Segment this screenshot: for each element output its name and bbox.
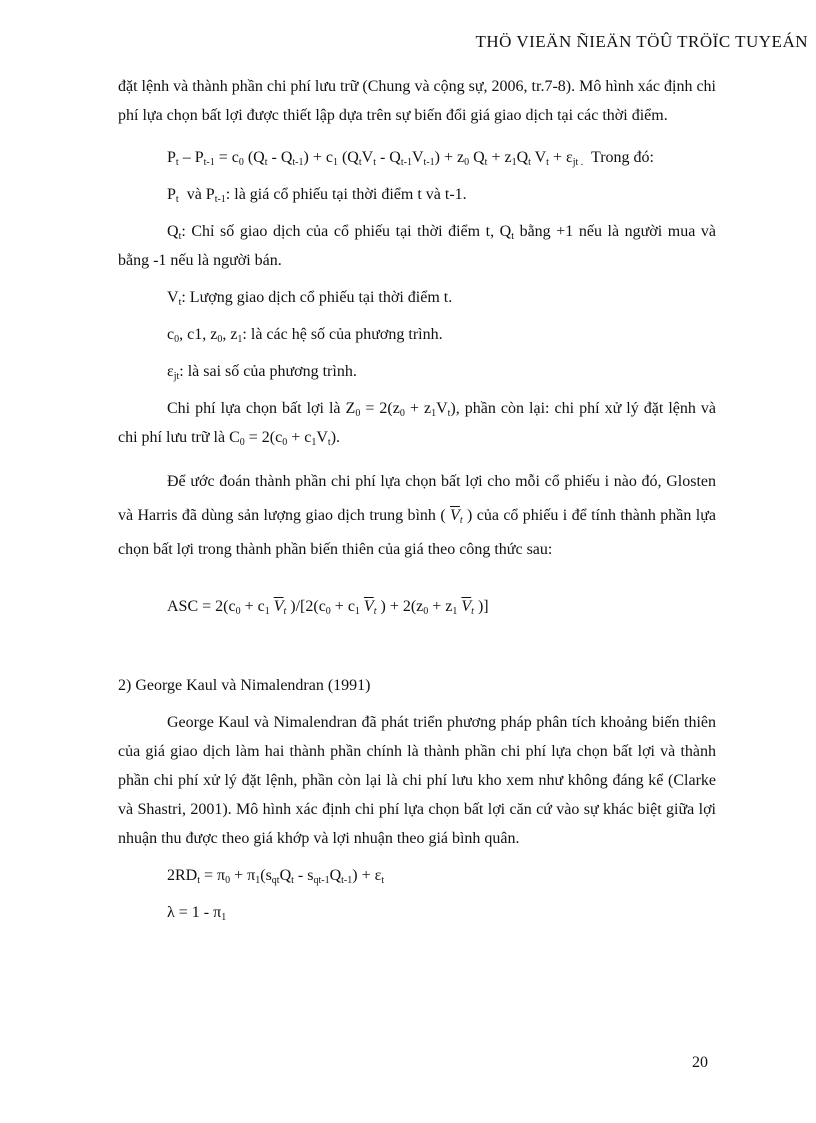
paragraph-kaul-nimalendran: George Kaul và Nimalendran đã phát triển phương pháp phân tích khoảng biến thiên của giá giao dịch làm hai thành phần chính là thành phần chi phí lựa chọn bất lợi và thành phần chi phí xử lý đặt lệnh, phần còn lại là chi phí lưu kho xem như không đáng kể (Clarke và Shastri, 2001). Mô hình xác định chi phí lựa chọn bất lợi căn cứ vào sự khác biệt giữa lợi nhuận thu được theo giá khớp và lợi nhuận theo giá bình quân.: [118, 714, 716, 847]
section-heading-kaul: 2) George Kaul và Nimalendran (1991): [118, 677, 371, 694]
equation-lambda: $\lambda = 1 - \pi_1$: [167, 904, 227, 923]
paragraph-glosten-harris: Để ước đoán thành phần chi phí lựa chọn bất lợi cho mỗi cổ phiếu i nào đó, Glosten và Harris đã dùng sản lượng giao dịch trung bình ( $\overline{V}_t$ ) của cổ phiếu i để tính thành phần lựa chọn bất lợi trong thành phần biến thiên của giá theo công thức sau:: [118, 473, 717, 558]
equation-rd: $2RD_t = \pi_0 + \pi_1(s_{qt}Q_t - s_{qt-1}Q_{t-1}) + \varepsilon_t$: [167, 867, 385, 886]
definition-coefficients: $c_0$, c1, $z_0$, $z_1$: là các hệ số của phương trình.: [167, 326, 443, 345]
definition-epsilon: $\varepsilon_{jt}$: là sai số của phương trình.: [167, 363, 357, 382]
equation-price-change: $P_t - P_{t-1} = c_0$ $(Q_t - Q_{t-1}) + c_1$ $(Q_tV_t - Q_{t-1}V_{t-1}) + z_0$ $Q_t + z_1Q_t$ $V_t + \varepsilon_{jt .}$ Trong đó:: [167, 149, 654, 168]
running-header: THÖ VIEÄN ÑIEÄN TÖÛ TRÖÏC TUYEÁN: [475, 32, 808, 51]
equation-asc: ASC = $2(c_0 + c_1$ $\overline{V}_t$ )$/[2(c_0 + c_1$ $\overline{V}_t$ ) + $2(z_0 + z_1$ $\overline{V}_t$ )]: [167, 598, 489, 617]
definition-p: $P_t$ và $P_{t-1}$: là giá cổ phiếu tại thời điểm t và t-1.: [167, 186, 467, 205]
paragraph-cost-split: Chi phí lựa chọn bất lợi là $Z_0 = 2(z_0 + z_1V_t)$, phần còn lại: chi phí xử lý đặt lệnh và chi phí lưu trữ là $C_0 = 2(c_0 + c_1V_t)$.: [118, 400, 717, 448]
page-body: [118, 72, 716, 927]
page-number: 20: [692, 1054, 708, 1071]
paragraph-intro: đặt lệnh và thành phần chi phí lưu trữ (Chung và cộng sự, 2006, tr.7-8). Mô hình xác định chi phí lựa chọn bất lợi được thiết lập dựa trên sự biến đổi giá giao dịch tại các thời điểm.: [118, 78, 716, 124]
definition-v: $V_t$: Lượng giao dịch cổ phiếu tại thời điểm t.: [167, 289, 453, 308]
definition-q: $Q_t$: Chỉ số giao dịch của cổ phiếu tại thời điểm t, $Q_t$ bằng +1 nếu là người mua và bằng -1 nếu là người bán.: [118, 223, 716, 269]
